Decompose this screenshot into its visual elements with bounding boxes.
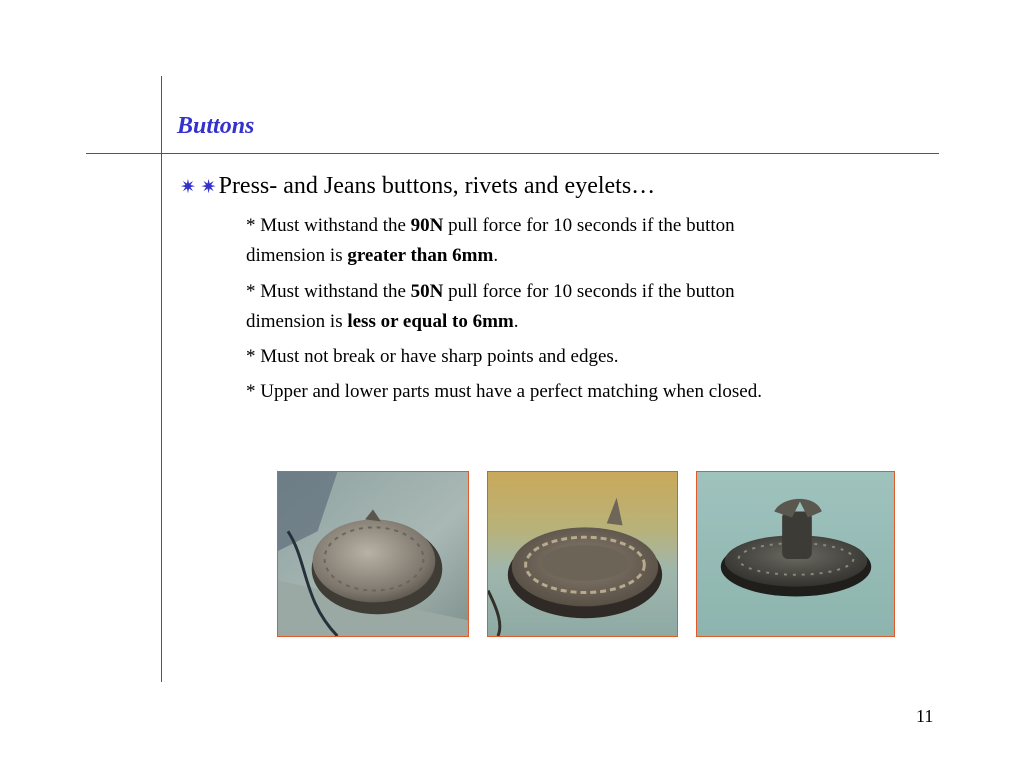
requirement-90n-line2: dimension is greater than 6mm. — [246, 245, 499, 266]
main-bullet — [180, 173, 655, 200]
main-bullet-text: Press- and Jeans buttons, rivets and eyelets… — [218, 173, 656, 199]
page-number: 11 — [916, 706, 934, 726]
requirement-50n-line1: * Must withstand the 50N pull force for 10 seconds if the button — [246, 281, 735, 302]
vertical-divider — [161, 76, 162, 682]
button-photo-1 — [277, 471, 469, 637]
requirement-50n-line2: dimension is less or equal to 6mm. — [246, 311, 519, 332]
requirement-90n-line1: * Must withstand the 90N pull force for 10 seconds if the button — [246, 215, 735, 236]
rivet-photo-3 — [696, 471, 895, 637]
requirement-no-sharp-edges: * Must not break or have sharp points and edges. — [246, 346, 619, 367]
star-bullet-icon: ✷ ✷ — [180, 177, 217, 198]
horizontal-divider — [86, 153, 939, 154]
slide-title: Buttons — [177, 113, 255, 139]
requirement-50n — [246, 277, 735, 337]
requirement-90n — [246, 211, 735, 271]
requirement-perfect-matching: * Upper and lower parts must have a perfect matching when closed. — [246, 381, 762, 402]
button-photo-2 — [487, 471, 678, 637]
